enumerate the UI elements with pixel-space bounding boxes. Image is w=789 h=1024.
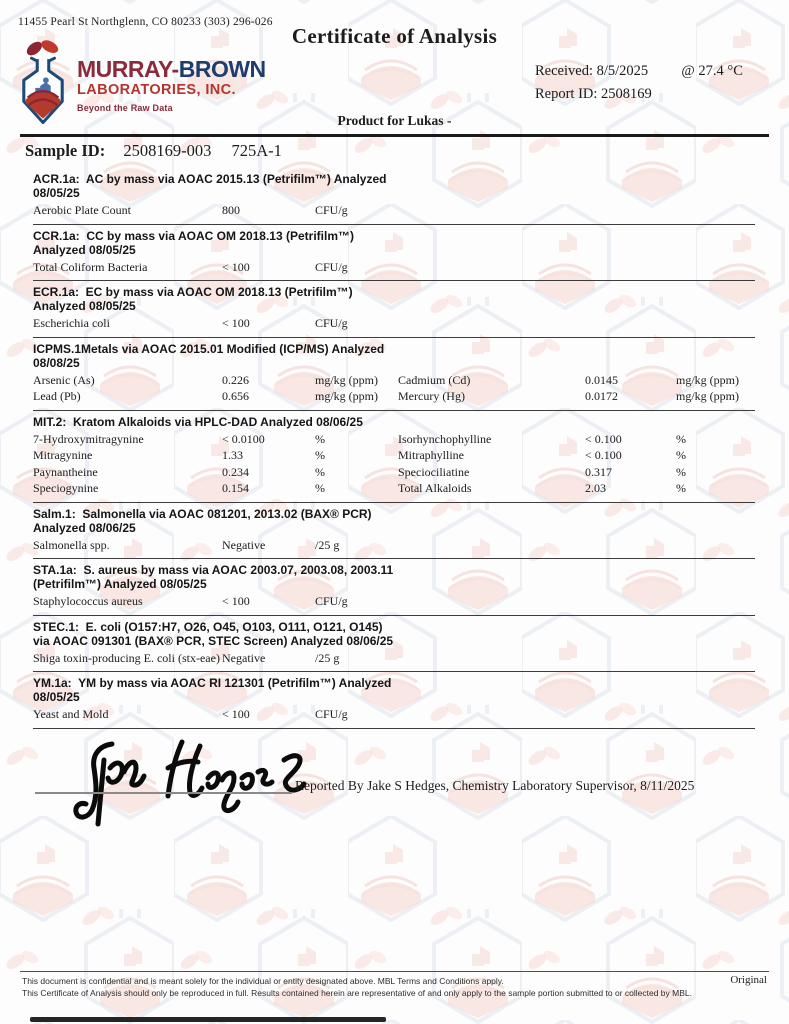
analyte-name: Mitraphylline (398, 448, 464, 462)
analyte-name: Yeast and Mold (33, 707, 109, 721)
result-units: % (676, 448, 686, 462)
section-rows (33, 372, 755, 405)
test-section-ecr.1a (33, 281, 755, 338)
reported-by-text: Reported By Jake S Hedges, Chemistry Laboratory Supervisor, 8/11/2025 (295, 778, 695, 793)
section-rows (33, 537, 755, 554)
section-heading-line: STEC.1: E. coli (O157:H7, O26, O45, O103, O111, O121, O145) (33, 619, 383, 634)
result-value: Negative (222, 537, 266, 552)
result-units: % (315, 464, 325, 479)
section-heading-line: (Petrifilm™) Analyzed 08/05/25 (33, 577, 207, 591)
result-units: CFU/g (315, 203, 348, 217)
section-heading (33, 229, 755, 257)
section-heading-line: Salm.1: Salmonella via AOAC 081201, 2013.02 (BAX® PCR) (33, 506, 372, 521)
analyte-name: Speciogynine (33, 481, 99, 495)
result-value: 1.33 (222, 448, 243, 462)
result-units: % (315, 448, 325, 462)
received-temperature: @ 27.4 °C (681, 63, 743, 79)
logo-tagline: Beyond the Raw Data (77, 102, 173, 113)
footer-line-1: This document is confidential and is meant solely for the individual or entity designated above. MBL Terms and Conditions apply. (22, 976, 504, 986)
test-sections (33, 168, 755, 729)
section-heading (33, 342, 755, 370)
result-value: < 100 (222, 259, 250, 274)
result-value: 0.226 (222, 372, 249, 387)
received-block (535, 60, 743, 106)
result-value: 0.154 (222, 481, 249, 495)
result-units: % (676, 464, 686, 479)
analyte-name: Total Coliform Bacteria (33, 259, 148, 274)
result-units: mg/kg (ppm) (315, 372, 378, 387)
result-row (33, 537, 755, 554)
test-section-stec.1 (33, 616, 755, 673)
test-section-sta.1a (33, 559, 755, 616)
section-heading-line: 08/08/25 (33, 355, 80, 370)
sample-id-value: 2508169-003 (123, 141, 212, 160)
result-value: Negative (222, 650, 266, 665)
result-row (33, 650, 755, 667)
result-units: mg/kg (ppm) (676, 372, 739, 387)
result-row (33, 593, 755, 610)
header-divider (20, 134, 769, 137)
analyte-name: Paynantheine (33, 464, 98, 479)
result-row (33, 464, 755, 481)
analyte-name: Salmonella spp. (33, 537, 110, 552)
section-heading (33, 415, 755, 429)
result-units: CFU/g (315, 707, 348, 721)
test-section-icpms.1 (33, 338, 755, 411)
result-value: < 0.100 (585, 431, 622, 446)
sample-id-label: Sample ID: (25, 141, 106, 160)
report-id-line (535, 83, 743, 106)
section-heading-line: CCR.1a: CC by mass via AOAC OM 2018.13 (Petrifilm™) (33, 228, 354, 243)
analyte-name: Escherichia coli (33, 316, 110, 330)
result-units: CFU/g (315, 316, 348, 330)
result-value: < 0.0100 (222, 431, 265, 446)
section-heading (33, 172, 755, 200)
section-heading (33, 676, 755, 704)
section-heading-line: STA.1a: S. aureus by mass via AOAC 2003.07, 2003.08, 2003.11 (33, 563, 394, 577)
logo-name-murray: MURRAY- (77, 56, 179, 82)
result-row (33, 447, 755, 464)
report-id-label: Report ID: (535, 86, 598, 102)
result-units: /25 g (315, 537, 340, 552)
analyte-name: Lead (Pb) (33, 389, 81, 403)
result-units: CFU/g (315, 259, 348, 274)
result-row (33, 202, 755, 219)
result-units: % (676, 431, 686, 446)
footer-disclaimer (22, 975, 722, 999)
section-heading-line: Analyzed 08/05/25 (33, 299, 136, 313)
analyte-name: Arsenic (As) (33, 372, 95, 387)
result-row (33, 480, 755, 497)
section-heading (33, 507, 755, 535)
report-id-value: 2508169 (601, 86, 652, 102)
result-row (33, 315, 755, 332)
analyte-name: Total Alkaloids (398, 481, 472, 495)
analyte-name: 7-Hydroxymitragynine (33, 431, 144, 446)
result-units: CFU/g (315, 594, 348, 608)
result-value: 800 (222, 203, 240, 217)
received-line (535, 60, 743, 83)
section-heading-line: Analyzed 08/05/25 (33, 242, 136, 257)
result-value: < 100 (222, 594, 250, 608)
section-heading (33, 285, 755, 313)
analyte-name: Speciociliatine (398, 464, 470, 479)
analyte-name: Cadmium (Cd) (398, 372, 471, 387)
analyte-name: Aerobic Plate Count (33, 203, 131, 217)
footer-divider (20, 971, 769, 972)
result-value: < 100 (222, 707, 250, 721)
result-value: 2.03 (585, 481, 606, 495)
section-heading-line: via AOAC 091301 (BAX® PCR, STEC Screen) Analyzed 08/06/25 (33, 633, 394, 648)
logo-name-brown: BROWN (178, 56, 266, 82)
section-rows (33, 202, 755, 219)
lab-address: 11455 Pearl St Northglenn, CO 80233 (303) 296-026 (18, 16, 273, 28)
product-line: Product for Lukas - (337, 113, 452, 128)
copy-type-label: Original (730, 974, 767, 986)
section-rows (33, 593, 755, 610)
analyte-name: Isorhynchophylline (398, 431, 492, 446)
result-units: % (315, 481, 325, 495)
logo-text (77, 58, 266, 113)
result-units: % (315, 431, 325, 446)
section-rows (33, 650, 755, 667)
result-value: 0.656 (222, 389, 249, 403)
received-label: Received: (535, 63, 593, 79)
result-value: 0.0172 (585, 389, 618, 403)
result-value: 0.317 (585, 464, 612, 479)
result-units: /25 g (315, 650, 340, 665)
section-heading-line: 08/05/25 (33, 186, 80, 200)
section-rows (33, 259, 755, 276)
test-section-mit.2 (33, 411, 755, 503)
result-value: 0.234 (222, 464, 249, 479)
signature-line (35, 792, 292, 794)
footer-line-2: This Certificate of Analysis should only be reproduced in full. Results contained herein are representative of and only apply to the sample portion submitted to or collected by MBL. (22, 988, 692, 998)
section-rows (33, 315, 755, 332)
section-heading-line: 08/05/25 (33, 690, 80, 704)
result-row (33, 706, 755, 723)
sample-sub-id: 725A-1 (231, 141, 282, 160)
section-divider (33, 728, 755, 729)
result-units: mg/kg (ppm) (676, 389, 739, 403)
analyte-name: Mercury (Hg) (398, 389, 465, 403)
test-section-salm.1 (33, 503, 755, 560)
test-section-acr.1a (33, 168, 755, 225)
result-row (33, 259, 755, 276)
result-row (33, 388, 755, 405)
sample-id-row (25, 141, 282, 161)
section-heading-line: Analyzed 08/06/25 (33, 520, 136, 535)
result-units: % (676, 481, 686, 495)
result-row (33, 372, 755, 389)
section-heading-line: MIT.2: Kratom Alkaloids via HPLC-DAD Analyzed 08/06/25 (33, 414, 363, 429)
section-heading-line: ICPMS.1Metals via AOAC 2015.01 Modified (ICP/MS) Analyzed (33, 341, 385, 356)
scan-edge-artifact (30, 1017, 386, 1022)
result-row (33, 431, 755, 448)
logo-subtitle: LABORATORIES, INC. (77, 82, 236, 98)
section-heading-line: ACR.1a: AC by mass via AOAC 2015.13 (Petrifilm™) Analyzed (33, 172, 387, 186)
result-value: 0.0145 (585, 372, 618, 387)
signature-handwriting (52, 736, 314, 828)
result-value: < 100 (222, 316, 250, 330)
result-units: mg/kg (ppm) (315, 389, 378, 403)
test-section-ym.1a (33, 672, 755, 729)
analyte-name: Staphylococcus aureus (33, 594, 143, 608)
section-heading-line: YM.1a: YM by mass via AOAC RI 121301 (Petrifilm™) Analyzed (33, 676, 392, 690)
section-rows (33, 706, 755, 723)
document-title: Certificate of Analysis (291, 24, 498, 48)
logo-company-name (77, 58, 266, 81)
result-value: < 0.100 (585, 448, 622, 462)
section-rows (33, 431, 755, 497)
section-heading (33, 563, 755, 591)
analyte-name: Mitragynine (33, 448, 93, 462)
received-date: 8/5/2025 (596, 63, 649, 79)
section-heading (33, 620, 755, 648)
test-section-ccr.1a (33, 225, 755, 282)
analyte-name: Shiga toxin-producing E. coli (stx-eae) (33, 650, 220, 665)
section-heading-line: ECR.1a: EC by mass via AOAC OM 2018.13 (Petrifilm™) (33, 285, 353, 299)
